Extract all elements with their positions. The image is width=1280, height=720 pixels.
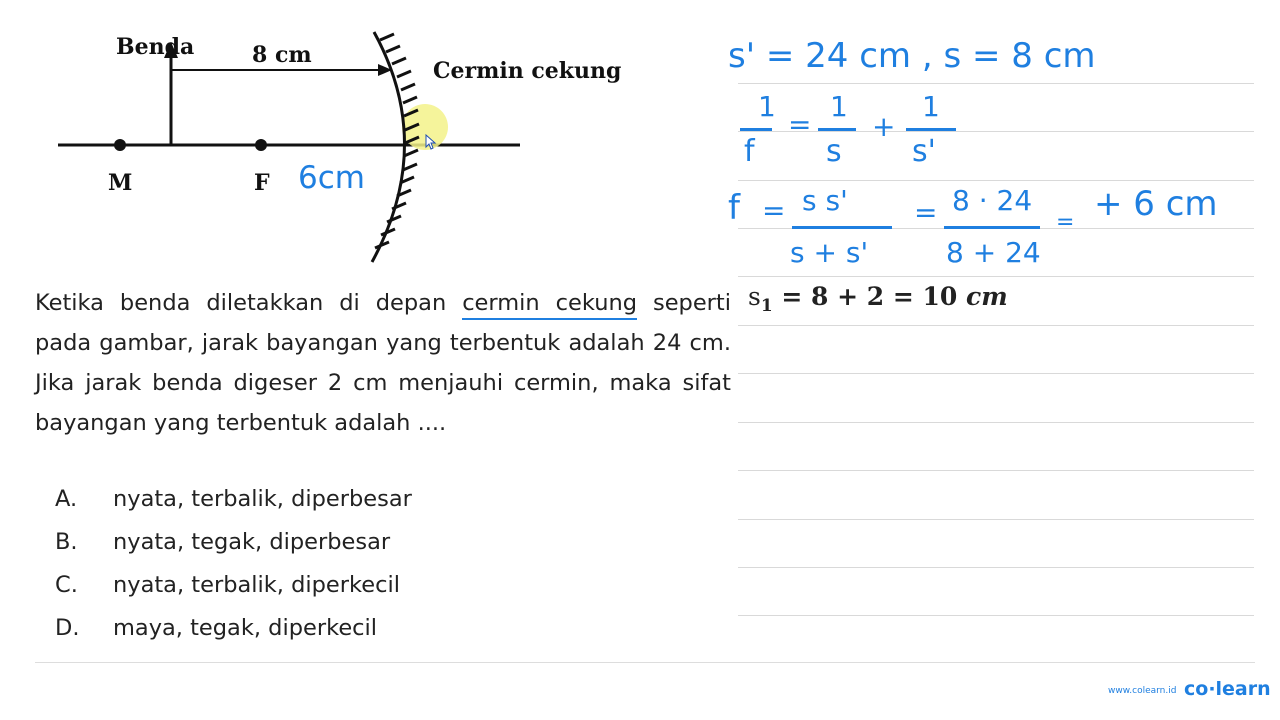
fraction-bar [740,128,772,131]
hw-result: + 6 cm [1094,184,1218,224]
ruled-line [738,180,1254,181]
eq-symbol: s [748,282,761,311]
hw-t2-den: s' [912,134,936,169]
option-letter: C. [55,572,78,598]
option-text: nyata, terbalik, diperkecil [113,572,400,598]
hw-eq: = [762,194,786,227]
fraction-bar [906,128,956,131]
option-text: maya, tegak, diperkecil [113,615,378,641]
typed-equation [748,282,1008,316]
hw-t2-num: 1 [922,90,940,123]
colearn-logo: co·learn [1184,678,1271,700]
ruled-line [738,519,1254,520]
hw-eq: = [914,196,938,229]
point-m [114,139,126,151]
label-benda: Benda [116,34,195,60]
option-letter: D. [55,615,80,641]
question-text [35,283,731,443]
ruled-line [738,615,1254,616]
ruled-line [738,422,1254,423]
handwritten-given: s' = 24 cm , s = 8 cm [728,36,1096,76]
question-underlined-term: cermin cekung [462,290,637,320]
label-m: M [108,170,133,196]
hw-eq: = [1056,210,1075,235]
ruled-line [738,83,1254,84]
label-distance: 8 cm [252,42,312,68]
hw-plus: + [872,110,896,143]
option-letter: A. [55,486,78,512]
label-mirror: Cermin cekung [433,58,622,84]
hw-f: f [728,188,740,228]
hw-lhs-num: 1 [758,90,776,123]
hw-t1-den: s [826,134,842,169]
label-f: F [254,170,270,196]
eq-subscript: 1 [760,296,773,316]
hw-t1-num: 1 [830,90,848,123]
hw-frac-den: s + s' [790,236,869,269]
ruled-line [738,276,1254,277]
hw-eq: = [788,108,812,141]
hw-val-num: 8 · 24 [952,184,1033,217]
focal-annotation: 6cm [298,160,365,196]
point-f [255,139,267,151]
question-text-before: Ketika benda diletakkan di depan [35,290,463,316]
footer-url[interactable]: www.colearn.id [1108,686,1177,696]
fraction-bar [792,226,892,229]
mirror-diagram [0,0,640,280]
question-text-after: seperti pada gambar, jarak bayangan yang terbentuk adalah 24 cm. Jika jarak benda digeser 2 cm menjauhi cermin, maka sifat bayangan yang terbentuk adalah .... [35,290,731,436]
eq-rest: = 8 + 2 = 10 [772,282,967,311]
hw-frac-num: s s' [802,184,848,217]
ruled-line [738,325,1254,326]
ruled-line [738,470,1254,471]
hw-lhs-den: f [744,134,755,169]
concave-mirror [372,32,405,262]
hw-val-den: 8 + 24 [946,236,1041,269]
eq-unit: cm [966,282,1008,311]
fraction-bar [944,226,1040,229]
ruled-line [738,131,1254,132]
bottom-rule [35,662,1255,663]
option-text: nyata, terbalik, diperbesar [113,486,412,512]
option-letter: B. [55,529,78,555]
option-text: nyata, tegak, diperbesar [113,529,391,555]
fraction-bar [818,128,856,131]
ruled-line [738,373,1254,374]
ruled-line [738,567,1254,568]
